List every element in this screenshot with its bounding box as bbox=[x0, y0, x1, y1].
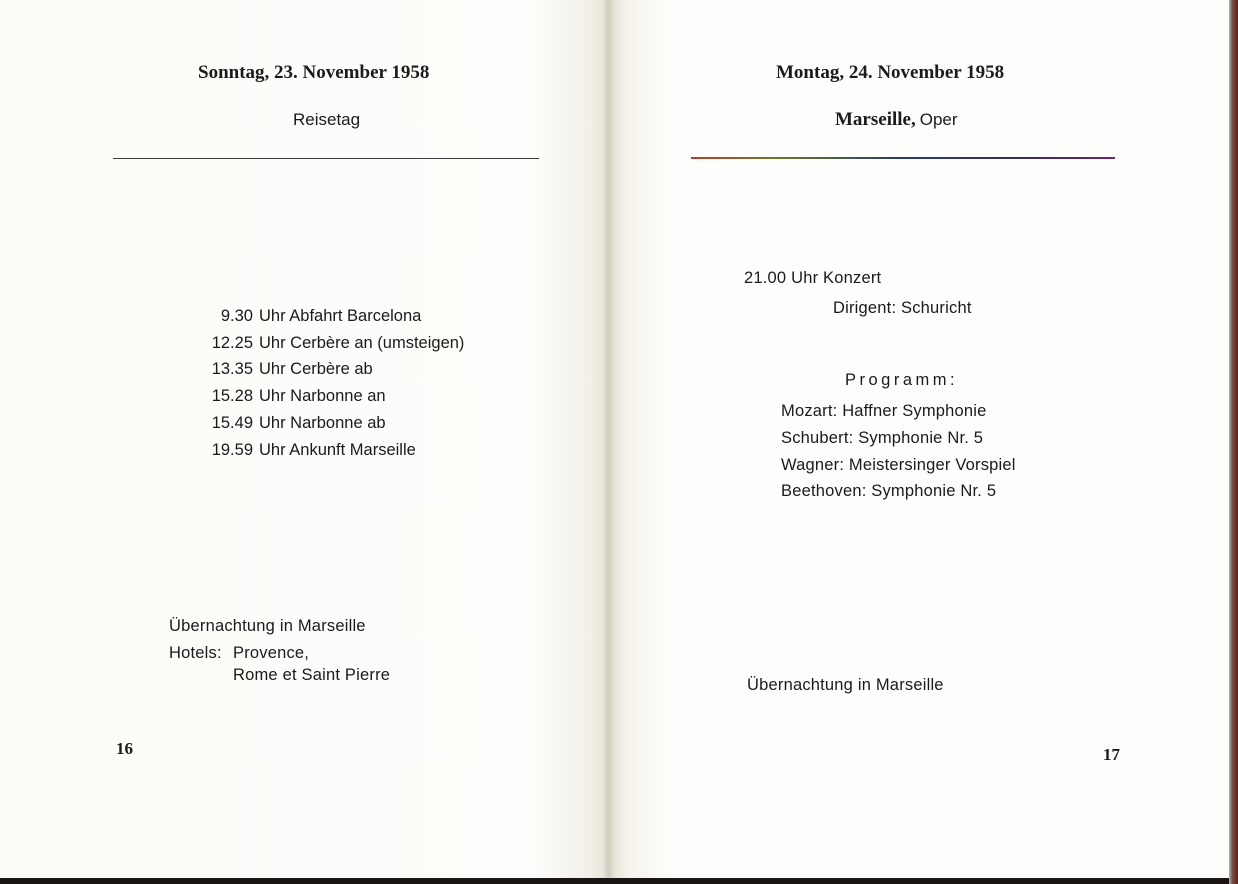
venue-name: Oper bbox=[919, 110, 958, 129]
schedule-row: 15.49 Uhr Narbonne ab bbox=[211, 414, 386, 432]
hotels-line-1: Provence, bbox=[233, 644, 310, 662]
right-date-heading: Montag, 24. November 1958 bbox=[776, 62, 1005, 83]
right-overnight: Übernachtung in Marseille bbox=[747, 676, 944, 694]
left-page bbox=[0, 0, 609, 878]
schedule-row: 9.30 Uhr Abfahrt Barcelona bbox=[220, 307, 422, 325]
right-divider bbox=[691, 157, 1115, 159]
program-item: Mozart: Haffner Symphonie bbox=[781, 402, 987, 420]
venue-city: Marseille, bbox=[835, 109, 916, 130]
left-date-heading: Sonntag, 23. November 1958 bbox=[198, 62, 430, 83]
schedule-row: 19.59 Uhr Ankunft Marseille bbox=[211, 441, 416, 459]
left-overnight: Übernachtung in Marseille bbox=[169, 617, 366, 635]
hotels-label: Hotels: bbox=[169, 644, 222, 662]
book-spine bbox=[603, 0, 615, 878]
schedule-row: 15.28 Uhr Narbonne an bbox=[211, 387, 386, 405]
program-heading: Programm: bbox=[845, 371, 959, 389]
schedule-row: 13.35 Uhr Cerbère ab bbox=[211, 360, 373, 378]
concert-time: 21.00 Uhr Konzert bbox=[744, 269, 882, 287]
right-page bbox=[609, 0, 1229, 878]
program-item: Wagner: Meistersinger Vorspiel bbox=[781, 456, 1016, 474]
left-divider bbox=[113, 158, 539, 159]
conductor: Dirigent: Schuricht bbox=[833, 299, 972, 317]
book-edge bbox=[1229, 0, 1238, 884]
right-page-number: 17 bbox=[1103, 745, 1120, 764]
schedule-row: 12.25 Uhr Cerbère an (umsteigen) bbox=[211, 334, 465, 352]
hotels-line-2: Rome et Saint Pierre bbox=[233, 666, 391, 684]
left-page-number: 16 bbox=[116, 739, 133, 758]
left-subtitle: Reisetag bbox=[293, 110, 361, 129]
program-item: Schubert: Symphonie Nr. 5 bbox=[781, 429, 984, 447]
venue-line bbox=[835, 109, 958, 131]
program-item: Beethoven: Symphonie Nr. 5 bbox=[781, 482, 997, 500]
